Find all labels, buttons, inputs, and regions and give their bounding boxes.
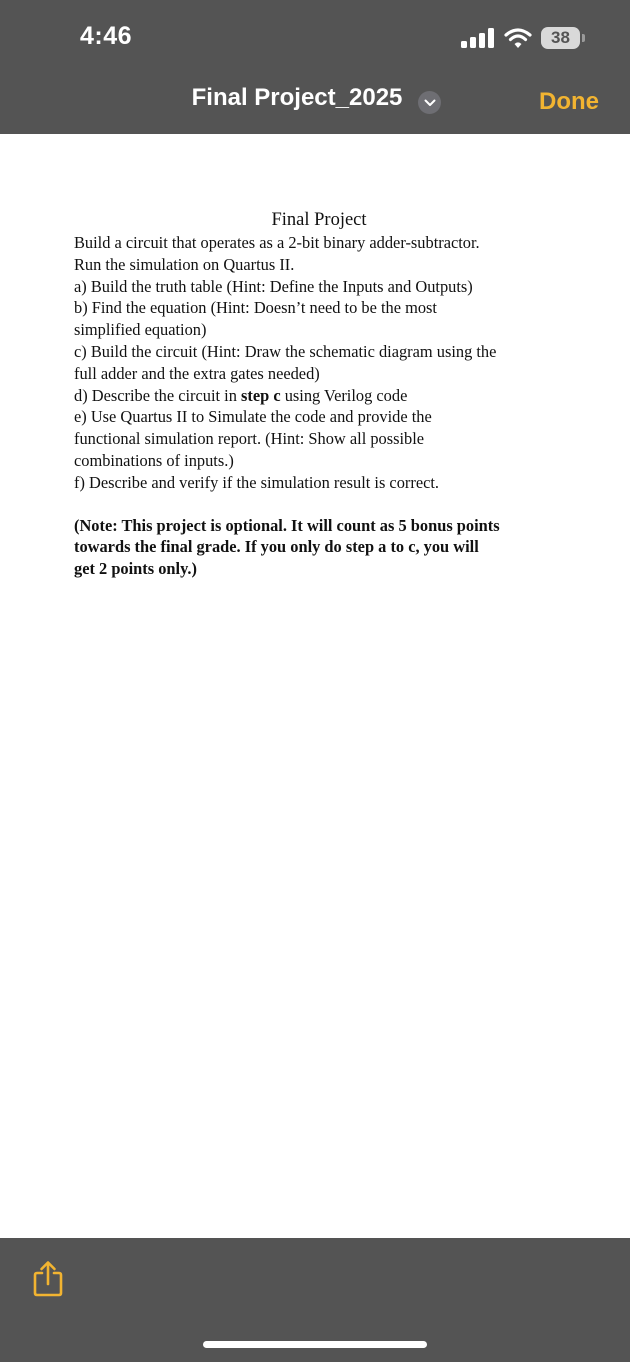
bottom-toolbar <box>0 1238 630 1362</box>
document-text <box>74 208 564 580</box>
doc-line: simplified equation) <box>74 320 207 340</box>
share-button[interactable] <box>31 1260 65 1298</box>
home-indicator[interactable] <box>203 1341 427 1348</box>
doc-line: a) Build the truth table (Hint: Define the Inputs and Outputs) <box>74 276 473 296</box>
document-title-area[interactable] <box>0 84 630 120</box>
doc-line: combinations of inputs.) <box>74 450 234 470</box>
share-icon[interactable] <box>31 1260 65 1298</box>
doc-line: full adder and the extra gates needed) <box>74 363 320 383</box>
doc-line-step-d <box>74 385 564 407</box>
document-title[interactable]: Final Project_2025 <box>191 84 403 111</box>
doc-line: functional simulation report. (Hint: Show all possible <box>74 429 425 449</box>
note-paragraph <box>74 515 564 580</box>
doc-line: b) Find the equation (Hint: Doesn’t need to be the most <box>74 298 437 318</box>
wifi-icon <box>504 28 532 49</box>
battery-level: 38 <box>551 28 570 47</box>
step-d-bold: step c <box>241 385 281 405</box>
step-d-text-end: using Verilog code <box>280 385 408 405</box>
doc-line: e) Use Quartus II to Simulate the code and provide the <box>74 407 432 427</box>
status-time: 4:46 <box>80 22 133 50</box>
status-icons <box>461 26 580 50</box>
doc-line: f) Describe and verify if the simulation result is correct. <box>74 472 440 492</box>
note-line: towards the final grade. If you only do step a to c, you will <box>74 537 479 557</box>
done-button[interactable]: Done <box>539 88 599 115</box>
note-line: get 2 points only.) <box>74 559 197 579</box>
battery-icon <box>541 27 580 49</box>
note-line: (Note: This project is optional. It will count as 5 bonus points <box>74 515 500 535</box>
doc-line: Build a circuit that operates as a 2-bit binary adder-subtractor. <box>74 233 480 252</box>
document-heading: Final Project <box>271 210 367 230</box>
doc-line: Run the simulation on Quartus II. <box>74 254 295 274</box>
step-d-text: d) Describe the circuit in <box>74 385 242 405</box>
chevron-down-icon[interactable] <box>418 91 441 114</box>
document-page[interactable] <box>0 134 630 1238</box>
signal-icon <box>461 28 495 48</box>
doc-line: c) Build the circuit (Hint: Draw the schematic diagram using the <box>74 341 497 361</box>
battery-cap <box>582 34 585 42</box>
top-bar <box>0 0 630 134</box>
